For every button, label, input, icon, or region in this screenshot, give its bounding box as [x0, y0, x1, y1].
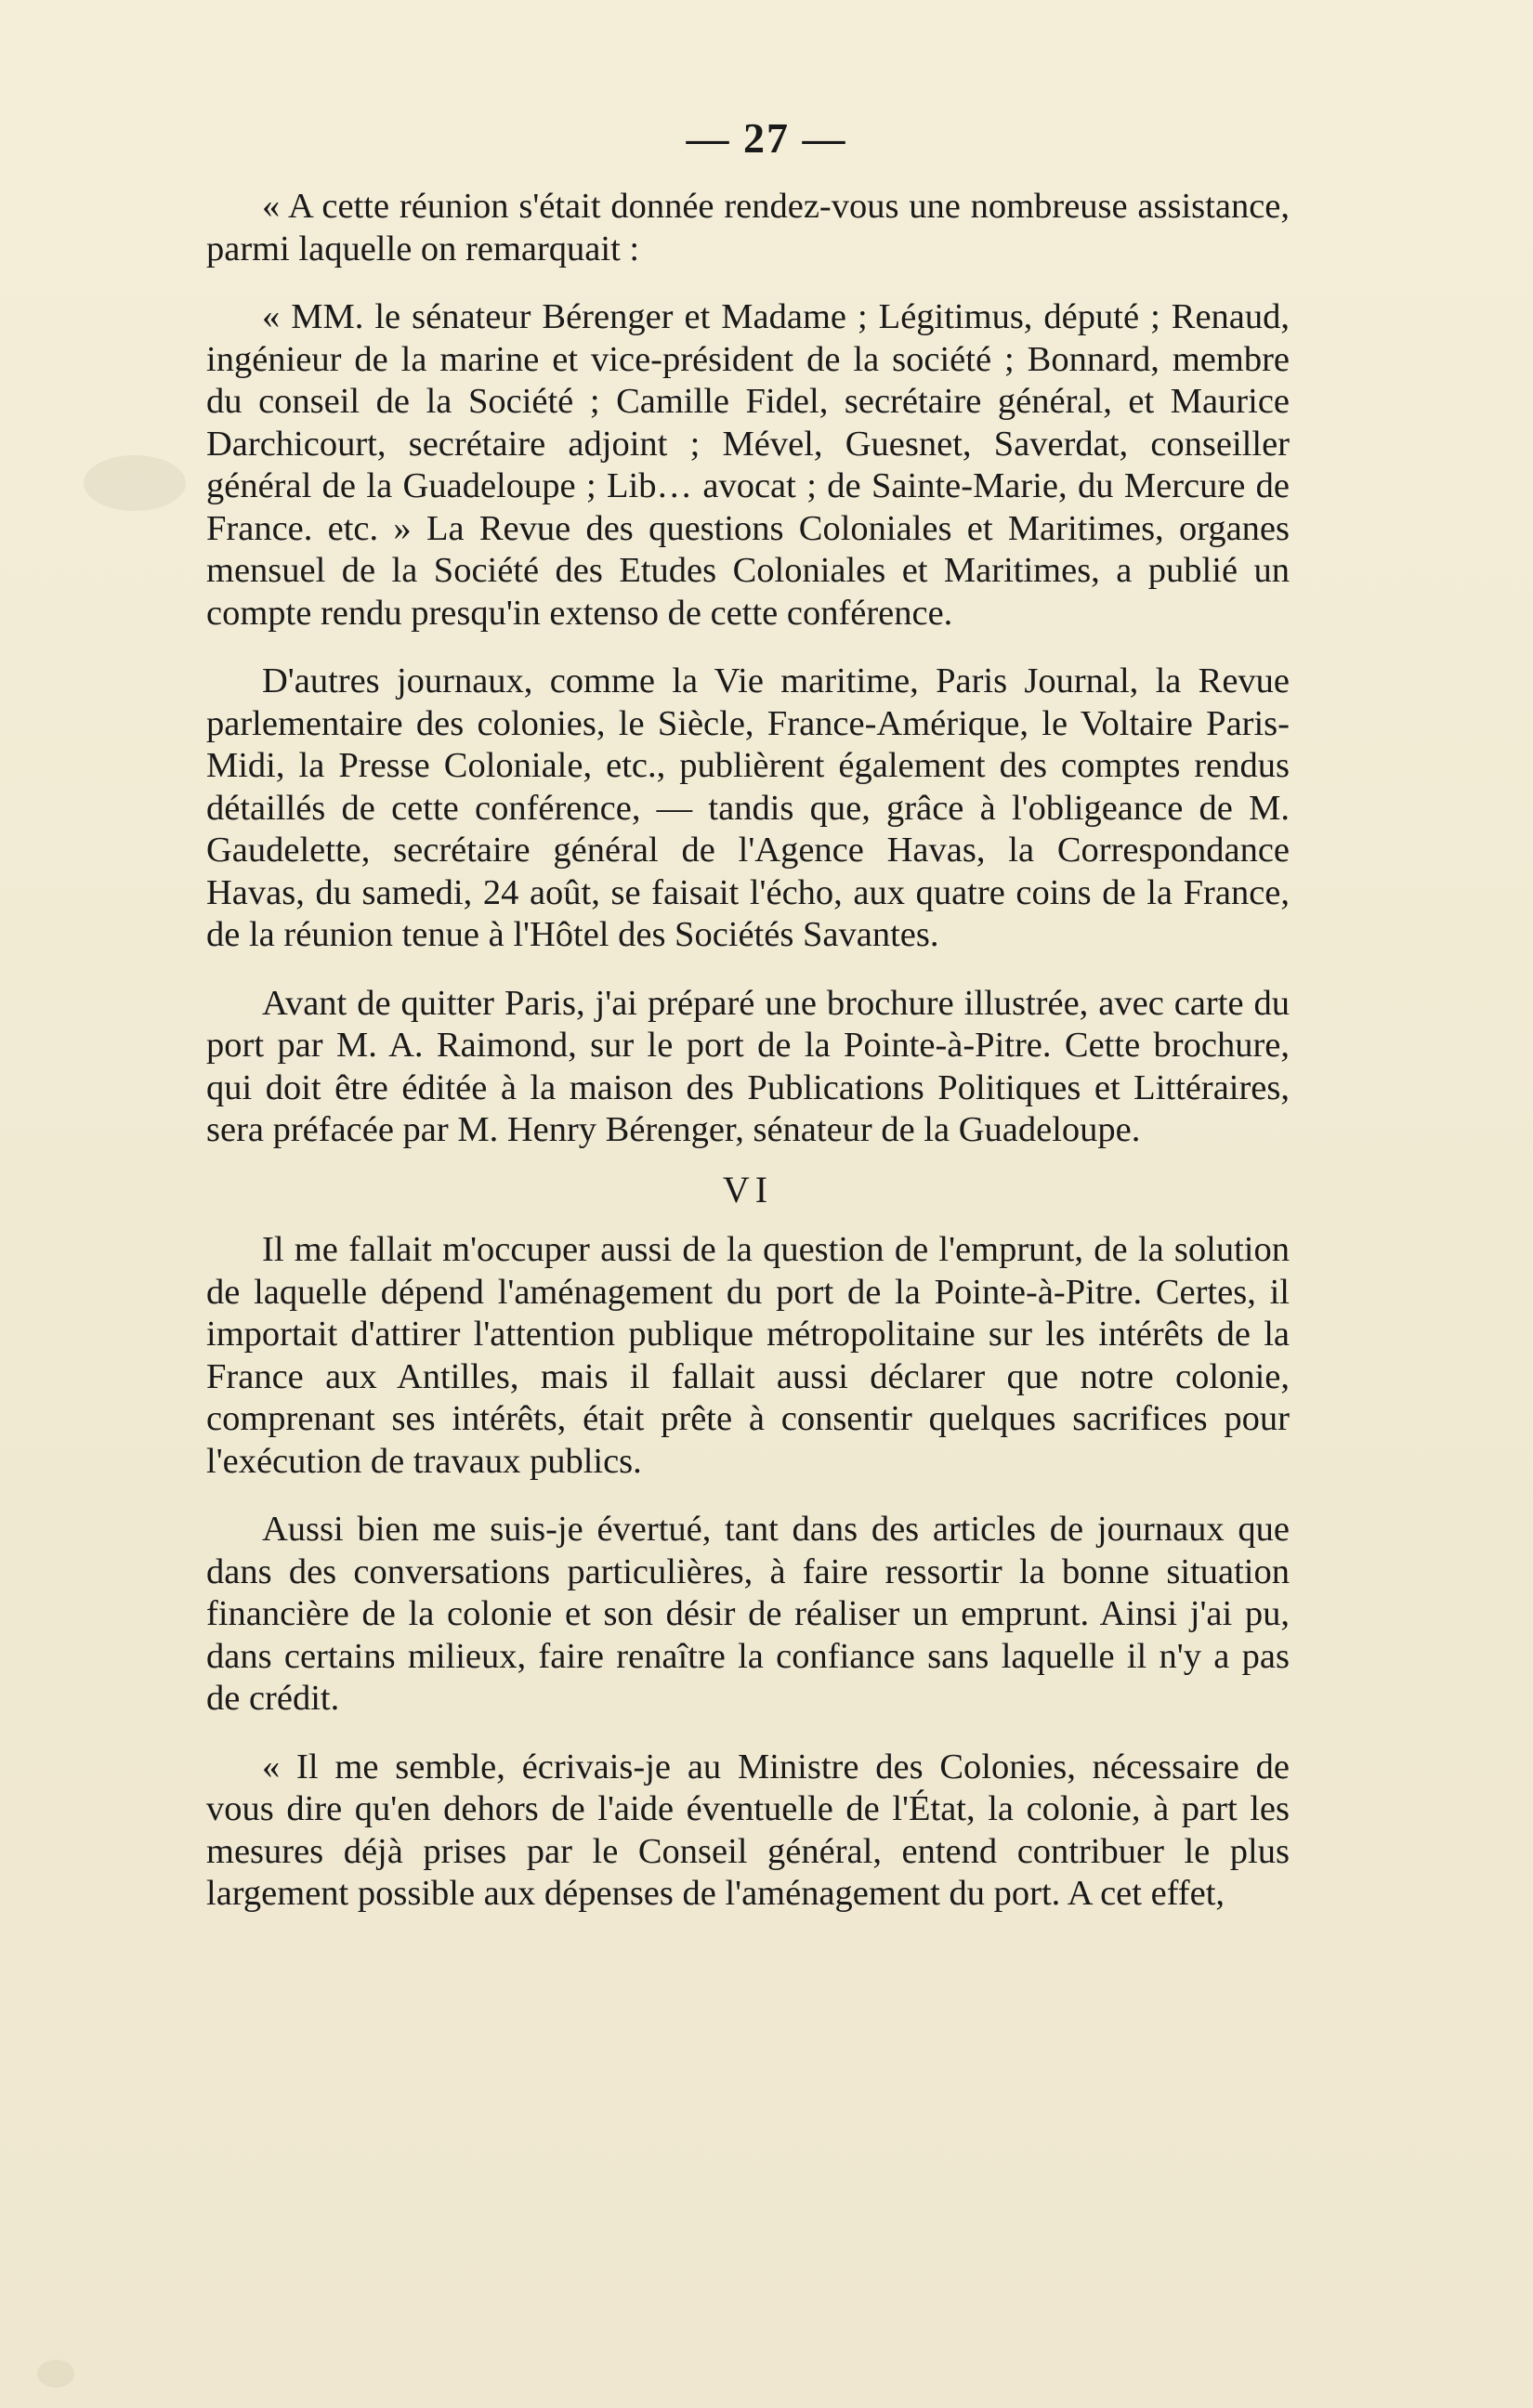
paragraph-2: « MM. le sénateur Bérenger et Madame ; Légitimus, député ; Renaud, ingénieur de la marine et vice-président de la société ; Bonnard, membre du conseil de la Société ; Camille Fidel, secrétaire général, et Maurice Darchicourt, secrétaire adjoint ; Mével, Guesnet, Saverdat, conseiller général de la Guadeloupe ; Lib… avocat ; de Sainte-Marie, du Mercure de France. etc. » La Revue des questions Coloniales et Maritimes, organes mensuel de la Société des Etudes Coloniales et Maritimes, a publié un compte rendu presqu'in extenso de cette conférence.: [206, 297, 1290, 633]
paragraph-1: « A cette réunion s'était donnée rendez-vous une nombreuse assistance, parmi laquelle on remarquait :: [206, 187, 1290, 268]
paragraph-5: Il me fallait m'occuper aussi de la question de l'emprunt, de la solution de laquelle dépend l'aménagement du port de la Pointe-à-Pitre. Certes, il importait d'attirer l'attention publique métropolitaine sur les intérêts de la France aux Antilles, mais il fallait aussi déclarer que notre colonie, comprenant ses intérêts, était prête à consentir quelques sacrifices pour l'exécution de travaux publics.: [206, 1230, 1290, 1481]
paper-stain: [37, 2360, 74, 2388]
paragraph-6: Aussi bien me suis-je évertué, tant dans des articles de journaux que dans des conversations particulières, à faire ressortir la bonne situation financière de la colonie et son désir de réaliser un emprunt. Ainsi j'ai pu, dans certains milieux, faire renaître la confiance sans laquelle il n'y a pas de crédit.: [206, 1510, 1290, 1718]
paragraph-3: D'autres journaux, comme la Vie maritime, Paris Journal, la Revue parlementaire des colonies, le Siècle, France-Amérique, le Voltaire Paris-Midi, la Presse Coloniale, etc., publièrent également des comptes rendus détaillés de cette conférence, — tandis que, grâce à l'obligeance de M. Gaudelette, secrétaire général de l'Agence Havas, la Correspondance Havas, du samedi, 24 août, se faisait l'écho, aux quatre coins de la France, de la réunion tenue à l'Hôtel des Sociétés Savantes.: [206, 661, 1290, 954]
page-number: — 27 —: [686, 114, 847, 162]
paragraph-7: « Il me semble, écrivais-je au Ministre des Colonies, nécessaire de vous dire qu'en dehors de l'aide éventuelle de l'État, la colonie, à part les mesures déjà prises par le Conseil général, entend contribuer le plus largement possible aux dépenses de l'aménagement du port. A cet effet,: [206, 1747, 1290, 1913]
body-text: [206, 186, 1290, 1923]
paper-stain: [84, 455, 186, 511]
paragraph-4: Avant de quitter Paris, j'ai préparé une brochure illustrée, avec carte du port par M. A. Raimond, sur le port de la Pointe-à-Pitre. Cette brochure, qui doit être éditée à la maison des Publications Politiques et Littéraires, sera préfacée par M. Henry Bérenger, sénateur de la Guadeloupe.: [206, 983, 1290, 1149]
section-title: VI: [722, 1168, 774, 1211]
